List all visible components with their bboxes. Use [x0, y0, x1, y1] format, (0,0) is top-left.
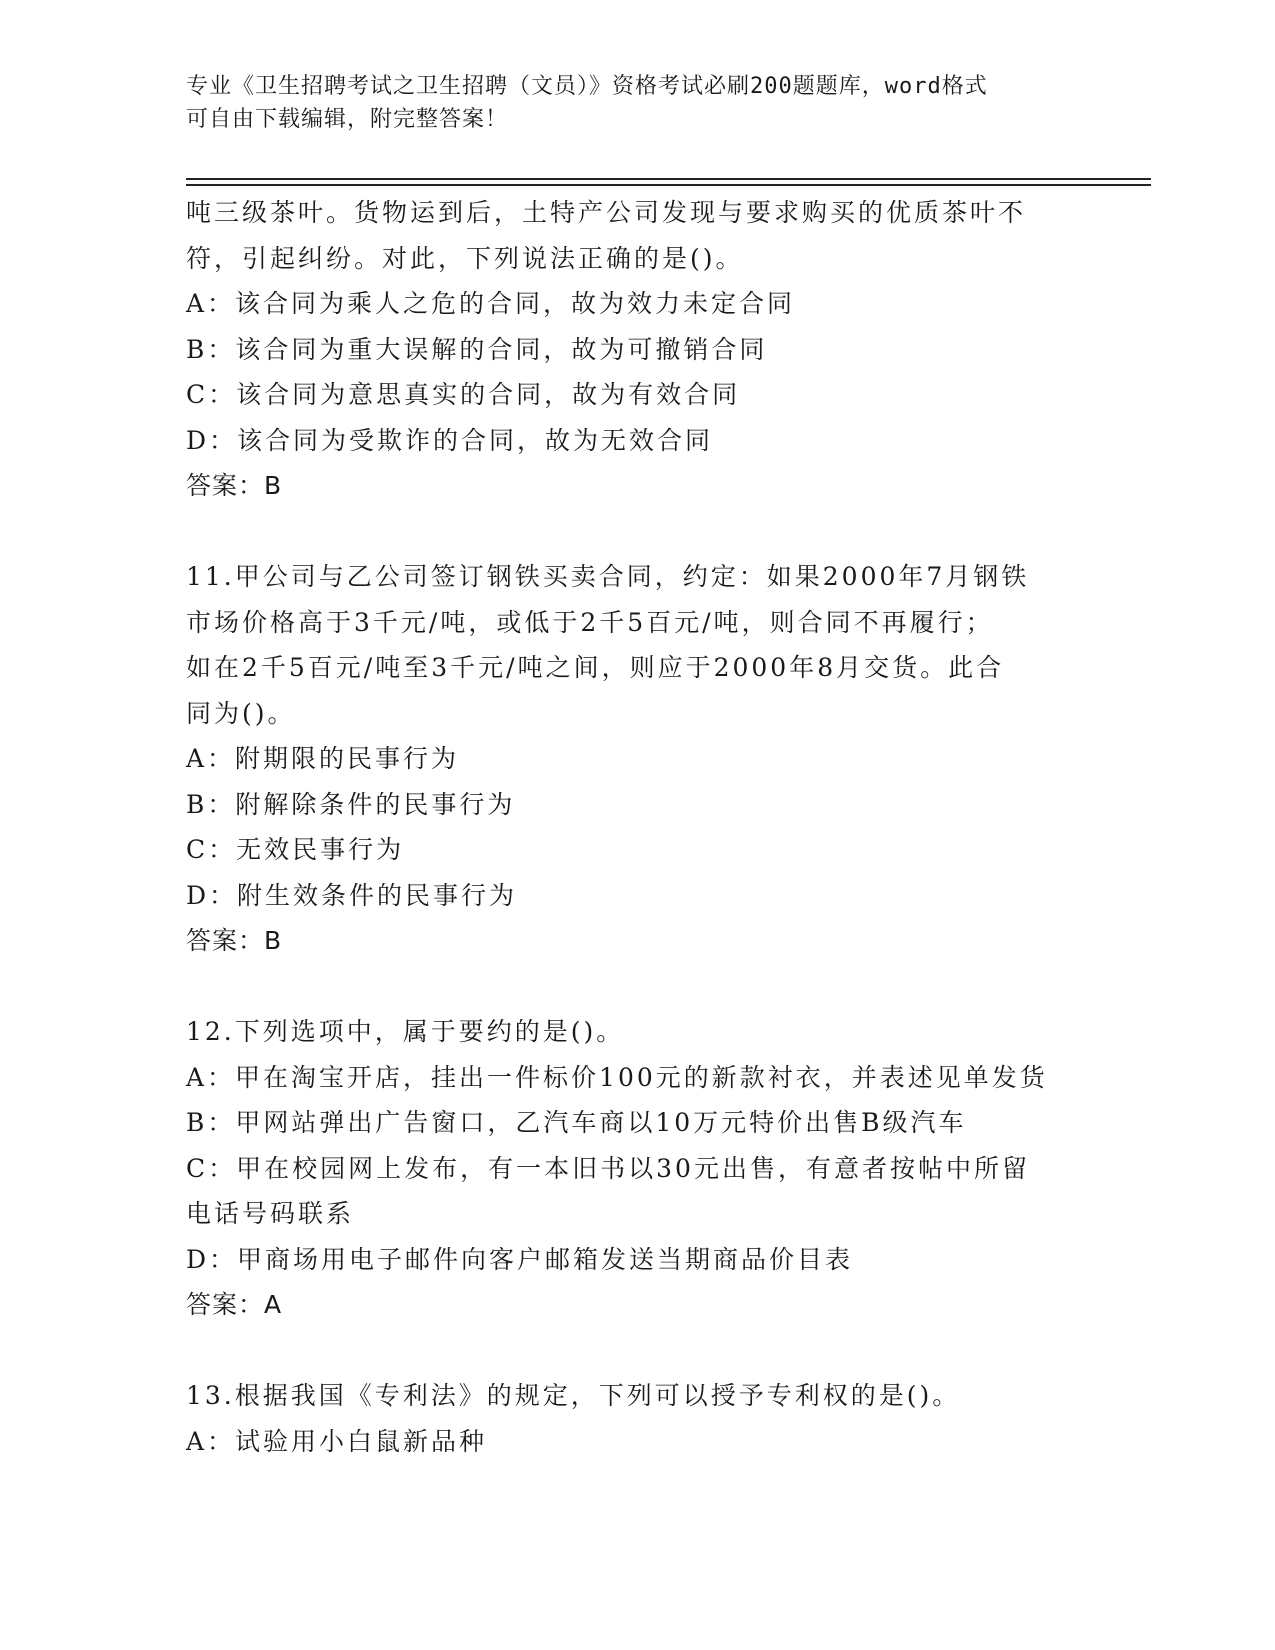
header-line-1: 专业《卫生招聘考试之卫生招聘（文员）》资格考试必刷200题题库，word格式	[186, 74, 988, 99]
header-divider-top	[186, 178, 1151, 180]
option-d: D：甲商场用电子邮件向客户邮箱发送当期商品价目表	[186, 1244, 854, 1274]
question-stem-line: 13.根据我国《专利法》的规定，下列可以授予专利权的是()。	[186, 1381, 961, 1410]
spacer	[186, 1328, 1086, 1374]
question-12	[186, 1009, 1086, 1328]
question-11	[186, 554, 1086, 964]
option-d: D：该合同为受欺诈的合同，故为无效合同	[186, 425, 714, 455]
spacer	[186, 964, 1086, 1010]
answer: 答案：B	[186, 926, 283, 955]
option-a: A：试验用小白鼠新品种	[186, 1426, 488, 1456]
option-d: D：附生效条件的民事行为	[186, 880, 518, 910]
question-stem-line: 如在2千5百元/吨至3千元/吨之间，则应于2000年8月交货。此合	[186, 653, 1005, 682]
question-10	[186, 190, 1086, 509]
question-stem-line: 11.甲公司与乙公司签订钢铁买卖合同，约定：如果2000年7月钢铁	[186, 562, 1030, 591]
question-stem-line: 符，引起纠纷。对此，下列说法正确的是()。	[186, 243, 744, 273]
document-header	[186, 70, 1086, 136]
document-body	[186, 190, 1086, 1464]
option-a: A：附期限的民事行为	[186, 744, 460, 773]
option-c: C：甲在校园网上发布，有一本旧书以30元出售，有意者按帖中所留	[186, 1153, 1030, 1183]
option-a: A：该合同为乘人之危的合同，故为效力未定合同	[186, 289, 796, 318]
spacer	[186, 509, 1086, 555]
option-b: B：该合同为重大误解的合同，故为可撤销合同	[186, 334, 768, 364]
question-13	[186, 1373, 1086, 1464]
question-stem-line: 同为()。	[186, 698, 296, 728]
option-b: B：甲网站弹出广告窗口，乙汽车商以10万元特价出售B级汽车	[186, 1108, 967, 1137]
header-line-2: 可自由下载编辑，附完整答案！	[186, 107, 509, 132]
question-stem-line: 吨三级茶叶。货物运到后，土特产公司发现与要求购买的优质茶叶不	[186, 198, 1027, 227]
option-c: C：该合同为意思真实的合同，故为有效合同	[186, 380, 741, 409]
option-c-continued: 电话号码联系	[186, 1199, 355, 1228]
answer: 答案：A	[186, 1290, 283, 1319]
option-b: B：附解除条件的民事行为	[186, 789, 516, 819]
question-stem-line: 市场价格高于3千元/吨，或低于2千5百元/吨，则合同不再履行；	[186, 607, 994, 637]
option-a: A：甲在淘宝开店，挂出一件标价100元的新款衬衣，并表述见单发货	[186, 1062, 1048, 1092]
header-divider-bottom	[186, 184, 1151, 186]
answer: 答案：B	[186, 471, 283, 500]
question-stem-line: 12.下列选项中，属于要约的是()。	[186, 1017, 625, 1046]
option-c: C：无效民事行为	[186, 835, 405, 864]
